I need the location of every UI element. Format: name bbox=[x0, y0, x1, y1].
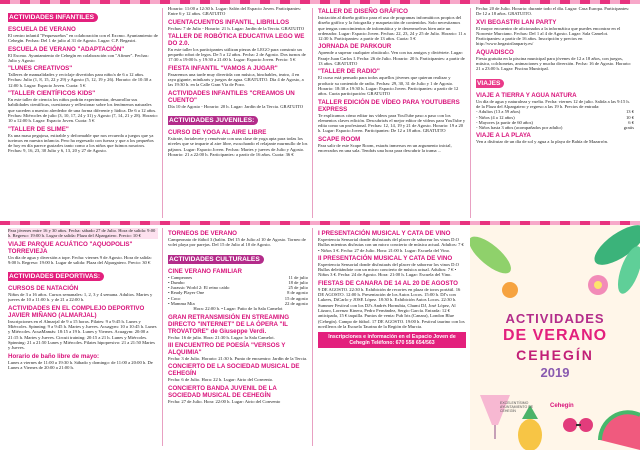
sun-glasses-icon bbox=[563, 418, 593, 432]
watermelon-icon bbox=[600, 412, 640, 450]
section-title-viajes: VIAJES bbox=[476, 79, 504, 88]
panel-culturales bbox=[168, 228, 308, 448]
cultural-item-text: Fecha: 27 de Julio. Hora: 22:00 h. Lugar: Atrio del Convento bbox=[168, 398, 281, 404]
cover bbox=[470, 225, 640, 450]
infantil-item-text: Talleres de manualidades y reciclaje divertidos para niño/a de 6 a 12 años. Fechas: Julio (1, 8, 15, 22 y 29) y Agosto (5, 12, 19 y 26). Horario: de 10:30 a 12:00 h. Lugar: Espacio Joven. Cuota: 5 € bbox=[8, 72, 152, 88]
infantil-item-text: El centro infantil "Pequesueños" en colaboración con el Excmo. Ayuntamiento de Cehegín. Fechas: Del 1 de julio al 31 de Agosto. Lugar: C.P. Begastri. bbox=[8, 33, 158, 44]
price-label: - Niños (4 a 12 años) bbox=[476, 114, 515, 120]
infantil-item-text: Fechas: 7 de Julio - Horario: 21 h. Lugar: Jardín de la Tercia. GRATUITO bbox=[168, 25, 305, 31]
juvenil-item-text: El curso está pensado para todos aquellos jóvenes que quieran realizar y producir su contenido de radio. Fechas: 29, 30, 31 de Julio y 1 de Agosto. Horario: 18:30 a 19:30 h. Lugar: Espacio Joven. Participantes: a partir de 12 años. Cuota participación: GRATUITO bbox=[318, 75, 459, 97]
leaf-icon bbox=[470, 225, 640, 297]
juvenil-item-text: El mayor encuentro de aficionados a la informática que puedes encontrar en el Noroeste Murciano. Fechas: Del 1 al 4 de Agosto. Lugar: Sala Camelot. Participantes: a partir de 16 años. Inscripción y precios en http://www.begastrilanparty.es/ bbox=[476, 25, 621, 47]
panel-viajes-deportivas bbox=[8, 228, 158, 448]
price-label: - Mayores (a partir de 60 años) bbox=[476, 119, 533, 125]
org-ayuntamiento: EXCELENTÍSIMO AYUNTAMIENTO DE CEHEGÍN bbox=[500, 401, 534, 413]
infantil-item-heading: ESCUELA DE VERANO "ADAPTACIÓN" bbox=[8, 45, 125, 53]
cine-label: • Coco bbox=[168, 295, 181, 301]
cine-label: • Dumbo bbox=[168, 279, 185, 285]
juvenil-item-heading: SCAPE ROOM bbox=[318, 135, 361, 143]
price-label: - Niños hasta 3 años (acompañados por adulto) bbox=[476, 125, 563, 131]
infantil-item-text: En este taller de ciencia los niños podrán experimentar, desarrollar sus habilidades científicas, cuestionar y reflexionar sobre los fenómenos naturales que suceden a nuestro alrededor de una forma diferente y lúdica. De 6 a 12 años. Fechas: Miércoles de julio (3, 10, 17, 24 y 31) y Agosto (7, 14, 21 y 28). Horario: 10 a 12:00 h. Lugar: Espacio Joven. Cuota: 5 € bbox=[8, 97, 158, 124]
cultural-item-text: Fecha: 16 de julio. Hora: 21:30 h. Lugar: la Sala Camelot. bbox=[168, 334, 275, 340]
cine-value: 22 de agosto bbox=[284, 301, 308, 307]
infantil-item-heading: "TALLER DE SLIME" bbox=[8, 125, 69, 133]
infantil-item-heading: "TALLER CIENTÍFICOS KIDS" bbox=[8, 90, 96, 98]
viaje-item-heading: VIAJE PARQUE ACUÁTICO "AQUOPOLIS" TORREVIEJA bbox=[8, 240, 133, 255]
cultural-item-text: Fecha: 3 de Julio. Horario: 21:30 h. Punto de encuentro: Jardín de la Tercia. bbox=[168, 355, 308, 361]
price-label: - Adultos (13 a 59 años) bbox=[476, 109, 521, 115]
cover-title-line1: ACTIVIDADES bbox=[505, 311, 605, 326]
juvenil-item-heading: AQUADISCO bbox=[476, 48, 514, 56]
section-title-infantiles: ACTIVIDADES INFANTILES bbox=[8, 13, 98, 22]
cover-title bbox=[470, 311, 640, 380]
section-title-culturales: ACTIVIDADES CULTURALES bbox=[168, 255, 264, 264]
juvenil-item-heading: "TALLER DE RADIO" bbox=[318, 68, 380, 76]
viaje-item-text: Ven a disfrutar de un día de sol y agua a la playa de Bahía de Mazarrón. bbox=[476, 139, 609, 145]
cultural-item-heading: CONCIERTO DE LA SOCIEDAD MUSICAL DE CEHEGÍN bbox=[168, 363, 300, 378]
deportiva-item-heading: TORNEOS DE VERANO bbox=[168, 230, 237, 237]
cultural-item-text: Fecha: 6 de Julio. Hora: 22 h. Lugar: Atrio del Convento. bbox=[168, 377, 274, 383]
cine-value: 18 de julio bbox=[288, 279, 308, 285]
cultural-item-text: Experiencia Sensorial donde disfrutarás del placer de saborear los vinos D.O Bullas mientras disfrutas con un micro concierto de música actual. Adultos: 7 € • Niños 3 €. Fecha: 27 de Julio. Hora: 21:00 h. Lugar: Escuela del Vino. bbox=[318, 237, 464, 253]
deportiva-item-heading: Horario de baño libre de mayo: bbox=[8, 352, 100, 360]
divider bbox=[312, 8, 313, 218]
section-title-deportivas: ACTIVIDADES DEPORTIVAS: bbox=[8, 272, 104, 281]
cultural-item-heading: FIESTAS DE CANARA DE 14 AL 20 DE AGOSTO bbox=[318, 279, 458, 287]
panel-infantiles-cont bbox=[168, 6, 308, 220]
pre-lines: Para jóvenes entre 16 y 30 años. Fecha: sábado 27 de Julio. Hora de salida: 9:00 h. Regreso: 19:00 h. Lugar de salida: Plaza del Alpargatero. Precio: 10 € bbox=[8, 228, 158, 239]
infantil-item-heading: TALLER DE ROBÓTICA EDUCATIVA LEGO WE DO 2.0. bbox=[168, 32, 305, 47]
cultural-item-text: Experiencia Sensorial donde disfrutarás del placer de saborear los vinos D.O Bullas deleitándote con un micro concierto de música actual. Adultos: 7 € • Niños 3 €. Fecha: 24 de Agosto. Hora: 21:00 h. Lugar: Escuela del Vino. bbox=[318, 261, 459, 278]
juvenil-item-text: Para salir de este Scape Room, estarás inmersos en un argumento inicial, encerrados en una sala. Tendrás una hora para descubrir la trama ... bbox=[318, 142, 452, 154]
panel-infantiles bbox=[8, 6, 158, 220]
divider bbox=[470, 8, 471, 218]
divider bbox=[312, 228, 313, 446]
cine-value: 15 de agosto bbox=[284, 295, 308, 301]
price-value: 10 € bbox=[625, 114, 634, 120]
deportiva-item-text: Niños de 3 a 16 años. Cursos semanales: 1, 2, 3 y 4 semana. Adultos. Martes y jueves de 10 a 11:00 h. y de 21 a 22:00 h. bbox=[8, 292, 153, 303]
infantil-item-text: Es una masa pegajosa, estirable y deformable que nos recuerda a juegos que ya tuvimos en nuestra infancia. Pero ha regresado con fuerza y que a los pequeños de hoy en día parece gustarles tanto como a los niños que fuimos nosotros. Fechas: 9, 16, 23, 30 Julio y 6, 13, 20 y 27 de Agosto. bbox=[8, 132, 154, 154]
flower-icon bbox=[502, 275, 608, 298]
deportiva-item-text: Campeonato de fútbol 3 (balón. Del 15 de Julio al 10 de Agosto. Torneo de volei playa por parejas. Del 15 de Julio al 10 de Agosto. bbox=[168, 237, 306, 248]
cine-label: • Jurassic World 2: El reino caído bbox=[168, 285, 230, 291]
juvenil-item-heading: TALLER DE DISEÑO GRÁFICO bbox=[318, 8, 408, 15]
cine-value: 11 de julio bbox=[288, 274, 308, 280]
cultural-item-heading: CONCIERTO BANDA JUVENIL DE LA SOCIEDAD MUSICAL DE CEHEGÍN bbox=[168, 384, 277, 399]
cine-value: 25 de julio bbox=[288, 285, 308, 291]
cover-year: 2019 bbox=[540, 365, 570, 380]
infantil-item-text: Pasaremos una tarde muy divertida con música, hinchables, teatro, 4 en raya gigante, minikarts y juegos de agua. GRATUITO. Día 4 de Agosto, a las 19:30 h. en la Calle Gran Vía de Pozo. bbox=[168, 71, 304, 88]
price-value: 13 € bbox=[625, 109, 634, 115]
juvenil-item-heading: CURSO DE YOGA AL AIRE LIBRE bbox=[168, 128, 267, 136]
panel-culturales-cont bbox=[318, 228, 466, 448]
cine-value: 8 de agosto bbox=[287, 290, 308, 296]
infantil-item-heading: FIESTA INFANTIL "VAMOS A JUGAR" bbox=[168, 64, 278, 72]
juvenil-item-text: Iniciación al diseño gráfico para el uso de programas informáticos propios del diseño gráfico y la fotografía y maquetación de contenidos. Solo necesitamos que tengas conocimientos de informática y te desenvuelvas bien ante un ordenador. Lugar: Espacio Joven. Fechas: 22, 23, 24 y 25 de Julio. Horario: 11 a 12:30 h. Participantes: a partir de 13 años. Cuota: 5 € bbox=[318, 15, 466, 42]
deportiva-item-heading: ACTIVIDADES EN EL COMPLEJO DEPORTIVO JAVIER MIÑANO (ALMARJAL) bbox=[8, 304, 145, 319]
cultural-item-heading: I PRESENTACIÓN MUSICAL Y CATA DE VINO bbox=[318, 230, 451, 237]
juvenil-item-text: Fiesta gratuita en la piscina municipal para jóvenes de 12 a 18 años, con juegos, música, colchonetas, animaciones y mucha diversión. Fecha: 16 de Agosto. Horario: 21 a 23:00 h. Lugar: Piscina Municipal. bbox=[476, 55, 632, 72]
juvenil-item-heading: TALLER EDICIÓN DE VÍDEO PARA YOUTUBERS EXPRESS bbox=[318, 98, 460, 113]
price-row bbox=[476, 125, 634, 130]
price-value: gratis bbox=[623, 125, 634, 131]
infantil-item-heading: CUENTACUENTOS INFANTIL, LIBRILLOS bbox=[168, 18, 290, 26]
panel-juveniles-cont bbox=[318, 6, 466, 220]
pre-lines: Fecha: 20 de Julio. Horario: durante todo el día. Lugar: Casa Europa. Participantes: De 12 a 18 años. GRATUITO. bbox=[476, 6, 630, 17]
cultural-item-heading: II PRESENTACIÓN MUSICAL Y CATA DE VINO bbox=[318, 254, 453, 262]
divider bbox=[162, 228, 163, 446]
panel-juveniles-viajes bbox=[476, 6, 634, 220]
cine-heading: CINE VERANO FAMILIAR bbox=[168, 267, 242, 275]
pre-lines: Horario: 11:00 a 12:30 h. Lugar: Salón del Espacio Joven. Participantes: Entre 6 y 12 años. GRATUITO bbox=[168, 6, 302, 17]
viaje-item-heading: VIAJE A TIERRA Y AGUA NATURA bbox=[476, 91, 577, 99]
cine-label: • Campeones bbox=[168, 274, 193, 280]
cultural-item-text: 9 DE AGOSTO. 22:30 h. Exhibición de recortes en plaza de toros portátil. 16 DE AGOSTO. 12:00 h. Presentación de los Autos Locos. 15:00 h. DJ's con Lukees, DiCarlo y JOSE López. 18:30 h. Exhibición Autos Locos. 22:30 h. Summer Festival con los DJ's Andrés Hornubia, Chumi DJ, José López, Al Lázaro, Lorenzo Kinera, Pedro Fernández, Sergio García. Entrada: 12 € anticipada, 15 € taquilla. Puntos de venta: Pub Iris (Canara), London Blue (Cehegín). Campo de fútbol. 17 DE AGOSTO. 19:00 h. Festival taurino con los novilleros de la Escuela Taurina de la Región de Murcia. bbox=[318, 286, 465, 329]
infantil-item-heading: "LUNES CREATIVOS" bbox=[8, 65, 73, 73]
infantil-item-heading: ESCUELA DE VERANO bbox=[8, 26, 76, 33]
infantil-item-text: Día 10 de Agosto - Horario: 20 h. Lugar: Jardín de la Tercia. GRATUITO bbox=[168, 103, 304, 109]
juvenil-item-heading: JORNADA DE PARKOUR bbox=[318, 43, 392, 51]
cine-label: • Ready Player One bbox=[168, 290, 205, 296]
cultural-item-heading: III ENCUENTRO DE POESÍA "VERSOS Y ALQUIMIA" bbox=[168, 341, 286, 356]
org-cehegin: Cehegín bbox=[550, 403, 574, 409]
juvenil-item-heading: XVI BEGASTRI LAN PARTY bbox=[476, 18, 557, 26]
deportiva-item-text: Lunes a viernes de 11:00 a 19:30 h. Sábado y domingo: de 11:00 a 20:00 h. De Lunes a Viernes de 20:00 a 21:00 h. bbox=[8, 359, 153, 370]
cine-label: • Mamma Mia bbox=[168, 301, 195, 307]
juvenil-item-text: Te explicamos cómo editar tus vídeos para YouTube paso a paso con los elementos claves edición. Descubrirás el mejor editor de vídeos para YouTube y edita como un profesional. Fechas: 12, 14, 19 y 21 de Agosto. Horario: 19 a 20 h. Lugar: Espacio Joven. Participantes: De 12 a 18 años. GRATUITO bbox=[318, 112, 466, 134]
info-footer: Inscripciones e información en el Espacio Joven de Cehegín Teléfono: 670 558 654/563 bbox=[318, 332, 466, 348]
juvenil-item-text: Estirate, fortalecete y renuévate con una clase de yoga apta para todas los niveles que se imparte al aire libre, escuchando el relajante murmullo de los pájaros. Lugar: Espacio Joven. Fechas: Martes y jueves de Julio y Agosto. Horario: 21 a 22:00 h. Participantes: a partir de 16 años. Cuota: 36 € bbox=[168, 135, 308, 157]
cine-note: Hora: 22:00 h. • Lugar: Patio de la Sala Camelot bbox=[193, 306, 283, 312]
cover-title-line3: CEHEGÍN bbox=[516, 347, 594, 363]
viaje-item-text: Un día de agua y diversión a tope. Fecha: viernes 9 de Agosto. Hora de salida: 9:00 h. Regreso: 19:00 h. Lugar de salida: Plaza del Alpargatero. Precio: 30 € bbox=[8, 254, 152, 265]
top-stripe bbox=[0, 0, 640, 4]
deportiva-item-text: Inscripciones en el Almarjal de 9 a 15 horas. Pilates: 9 a 9:45 h. Lunes y Miércoles. Spinning: 9 a 9:45 h. Martes y Jueves. Acuagym: 10 a 10:45 h. Lunes y Miércoles. AcuaMamás: 18:15 a 19 h. Lunes y Viernes. Acuagym: 20:00 a 21:15 h. Martes y Jueves. Circuit training: 20:15 a 21 h. Lunes y Miércoles. Spinning: 21 a 21:50 Lunes y Miércoles. Pilates hipopresivo: 21 a 21:50 Martes y Jueves. bbox=[8, 318, 157, 351]
divider bbox=[162, 8, 163, 218]
cultural-item-heading: GRAN RETRANSMISIÓN EN STREAMING DIRECTO "INTERNET" DE LA ÓPERA "IL TROVATORE" de Giuseppe Verdi. bbox=[168, 313, 290, 335]
infantil-item-heading: ACTIVIDADES INFANTILES "CREAMOS UN CUENTO" bbox=[168, 89, 295, 104]
infantil-item-text: En este taller los participantes utilizan piezas de LEGO para construir un pequeño robot de legos. De 5 a 12 años. Fecha: 2 de Agosto. Dos turnos de 17:30 a 19:00 h. y 19:30 a 21:00 h. Lugar: Espacio Joven. Precio: 5 € bbox=[168, 46, 306, 63]
viaje-item-text: Un día de agua y naturaleza y vuelta. Fecha: viernes 12 de julio. Salida a las 9:15 h. de la Plaza del Alpargatero y regreso a las 19 h. Precios de entrada: bbox=[476, 98, 630, 109]
section-title-juveniles: ACTIVIDADES JUVENILES: bbox=[168, 116, 258, 125]
cover-title-line2: DE VERANO bbox=[502, 327, 608, 344]
infantil-item-text: El Excmo. Ayuntamiento de Cehegín en colaboración con "Afimer". Fechas: Julio y Agosto bbox=[8, 52, 149, 63]
viaje-item-heading: VIAJE A LA PLAYA bbox=[476, 132, 531, 140]
deportiva-item-heading: CURSOS DE NATACIÓN bbox=[8, 285, 79, 293]
juvenil-item-text: Aprende a superar cualquier obstáculo. Ven con tus amigos y diviértete. Lugar: Paraje Juan Carlos I. Fecha: 26 de Julio. Horario: 20 h. Participantes: a partir de 13 años. GRATUITO bbox=[318, 50, 465, 67]
price-value: 6 € bbox=[628, 119, 634, 125]
